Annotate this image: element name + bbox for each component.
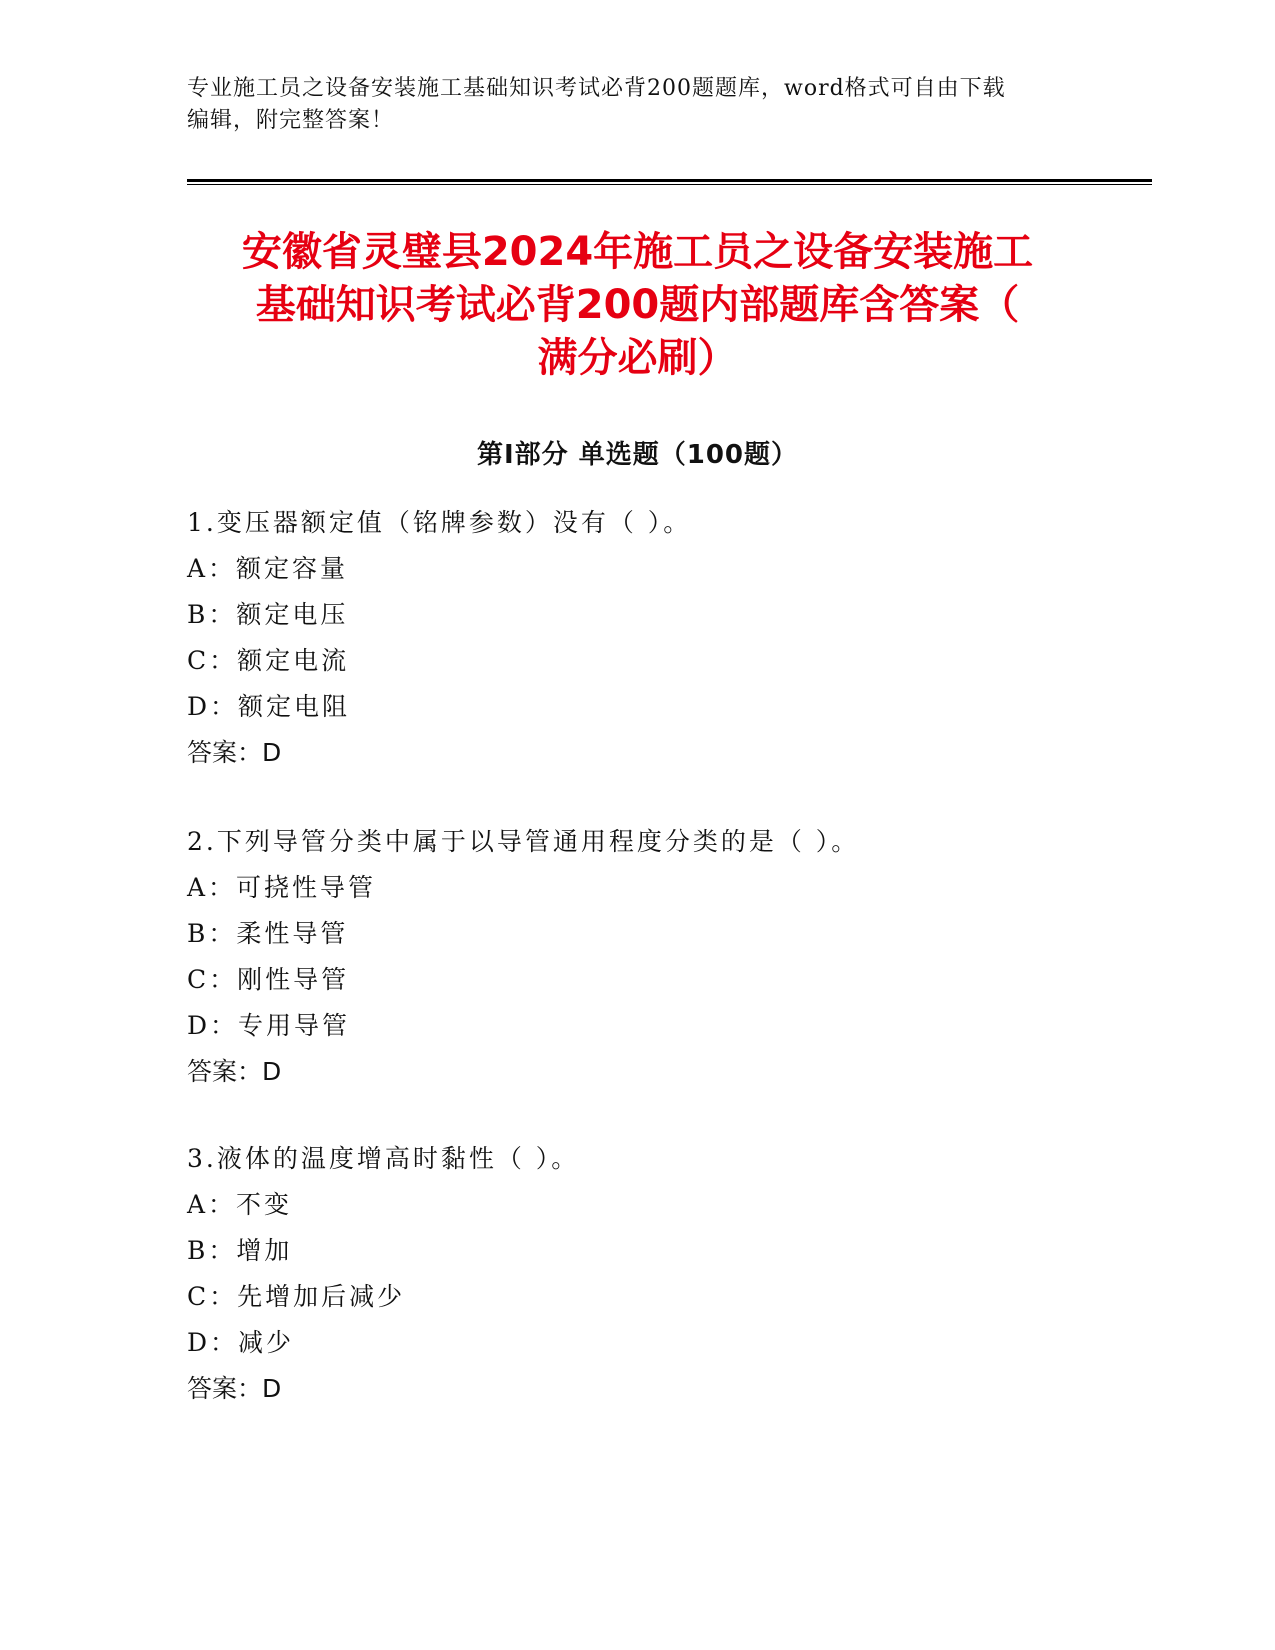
option-c: C：额定电流	[187, 646, 350, 675]
option-a: A：不变	[187, 1190, 293, 1219]
option-c: C：先增加后减少	[187, 1282, 406, 1311]
section-title: 第Ⅰ部分 单选题（100题）	[477, 440, 798, 470]
header-note-line-1: 专业施工员之设备安装施工基础知识考试必背200题题库，word格式可自由下载	[187, 76, 1006, 101]
header-divider-thick	[187, 179, 1152, 182]
option-a: A：可挠性导管	[187, 873, 377, 902]
header-note	[187, 73, 1067, 137]
option-b: B：额定电压	[187, 600, 349, 629]
answer: 答案：D	[187, 1374, 282, 1403]
question-stem: 2.下列导管分类中属于以导管通用程度分类的是（ ）。	[187, 827, 860, 856]
question-1	[187, 500, 1187, 776]
option-c: C：刚性导管	[187, 965, 350, 994]
option-a: A：额定容量	[187, 554, 349, 583]
option-b: B：柔性导管	[187, 919, 349, 948]
title-line-3: 满分必刷）	[537, 335, 738, 381]
question-2	[187, 819, 1187, 1095]
question-stem: 1.变压器额定值（铭牌参数）没有（ ）。	[187, 508, 692, 537]
answer: 答案：D	[187, 1057, 282, 1086]
question-3	[187, 1136, 1187, 1412]
question-stem: 3.液体的温度增高时黏性（ ）。	[187, 1144, 580, 1173]
document-title	[180, 226, 1095, 385]
answer: 答案：D	[187, 738, 282, 767]
header-note-line-2: 编辑，附完整答案！	[187, 108, 395, 133]
title-line-2: 基础知识考试必背200题内部题库含答案（	[255, 282, 1020, 328]
option-d: D：减少	[187, 1328, 295, 1357]
option-d: D：额定电阻	[187, 692, 351, 721]
option-b: B：增加	[187, 1236, 293, 1265]
option-d: D：专用导管	[187, 1011, 351, 1040]
title-line-1: 安徽省灵璧县2024年施工员之设备安装施工	[241, 229, 1034, 275]
header-divider-thin	[187, 184, 1152, 185]
